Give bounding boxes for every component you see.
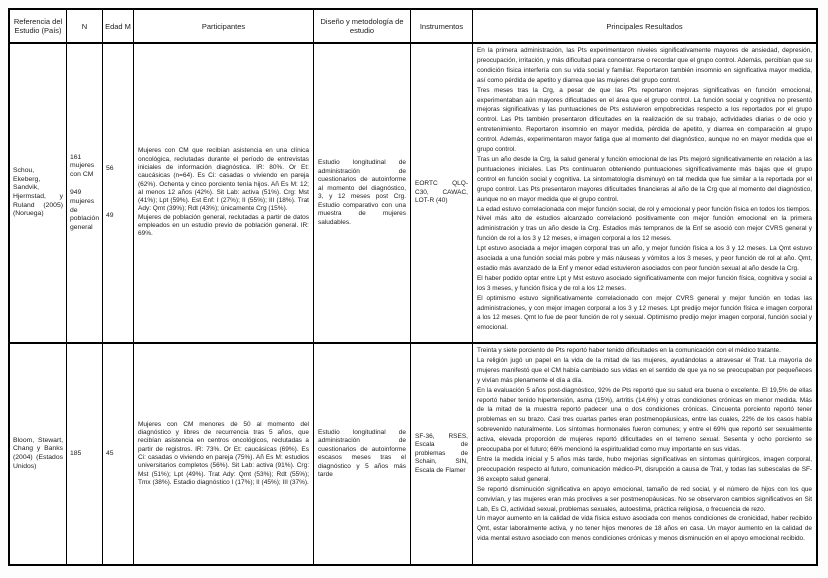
study2-design: Estudio longitudinal de administración de cuestionarios de autoinforme escasos meses tras el diagnóstico y 5 años más tarde [318, 428, 406, 478]
study1-participants-paragraph: Mujeres de población general, reclutadas a partir de datos empleados en un estudio previo de población general. IR: 69%. [138, 213, 309, 238]
study2-results-paragraph: Un mayor aumento en la calidad de vida física estuvo asociada con menos condiciones de cronicidad, haber recibido Qmt, estar laboralmente activa, y no tener hijos menores de 18 años en casa. Un mayor aumento en la calidad de vida mental estuvo asociado con menos condiciones crónicas y menos disminución en el apoyo emocional recibido. [477, 515, 812, 543]
study2-results-paragraph: En la evaluación 5 años post-diagnóstico, 92% de Pts reportó que su salud era buena o excelente. El 19,5% de ellas reportó haber tenido hipertensión, asma (15%), artritis (14.6%) y otras condiciones crónicas en menor medida. Más de la mitad de la muestra reportó padecer una o dos condiciones crónicas. Cincuenta porciento reportó tener problemas en su brazo. Casi tres cuartas partes eran postmenopáusicas, entre las cuales, 22% de los casos había sobrevenido naturalmente. Los síntomas hormonales fueron comunes; y entre el 69% que reportó ser sexualmente activa, elevada proporción de mujeres reportó dificultades en el terreno sexual. Sesenta y ocho porciento se preocupaba por el futuro; 66% mencionó la espiritualidad como muy importante en sus vidas. [477, 386, 812, 454]
study1-age-group-2: 49 [106, 212, 114, 219]
study2-age-group-1: 45 [106, 449, 114, 457]
study1-design: Estudio longitudinal de administración de cuestionarios de autoinforme al momento del diagnóstico, 3, y 12 meses post Crg. Estudio comparativo con una muestra de mujeres saludables. [318, 159, 406, 226]
study1-instruments-cell [411, 44, 473, 344]
study1-results-paragraph: La edad estuvo correlacionada con mejor función social, de rol y emocional y peor función física en todos los tiempos. [477, 205, 811, 213]
study2-n-group-1: 185 [70, 449, 82, 457]
study1-instruments: EORTC QLQ-C30, CAWAC, LOT-R (40) [415, 180, 468, 205]
study2-reference: Bloom, Stewart, Chang y Banks (2004) (Estados Unidos) [13, 436, 63, 470]
study1-results-paragraph: Tras un año desde la Crg, la salud general y función emocional de las Pts mejoró significativamente en relación a las puntuaciones iniciales. Las Pts continuaron obteniendo puntuaciones significativamente más bajas que el grupo control en función social y cognitiva. La sintomatología disminuyó en tal medida que fue similar a la reportada por el grupo control. Las Pts presentaron mayores dificultades financieras al año de la Crg que al momento del diagnóstico, aunque no en mayor medida que el grupo control. [477, 155, 812, 203]
study1-design-cell [314, 44, 411, 344]
study1-results-paragraph: El optimismo estuvo significativamente correlacionado con mejor CVRS general y mejor función en todas las administraciones, y con mejor imagen corporal a los 3 y 12 meses. Lpt predijo mejor función física e imagen corporal a los 12 meses. Qmt lo fue de peor función de rol y sexual. Optimismo predijo mejor imagen corporal, función social y emocional. [477, 294, 812, 332]
study2-participants-cell [134, 344, 314, 564]
study2-results-paragraph: Treinta y siete porciento de Pts reportó haber tenido dificultades en la comunicación con el médico tratante. [477, 347, 781, 354]
study1-age-group-1: 56 [106, 165, 114, 173]
study2-participants-paragraph: Mujeres con CM menores de 50 al momento del diagnóstico y libres de recurrencia tras 5 años, que recibían asistencia en centros oncológicos, reclutadas a partir de registros. IR: 73%. Or Et: caucásicas (69%). Es Ci: casadas o viviendo en pareja (75%). Añ Es M: estudios universitarios completos (56%). Sit Lab: activa (91%). Crg: Mst (51%); Lpt (49%). Trat Ady: Qmt (53%); Rdt (55%); Tmx (38%). Estadio diagnóstico I (17%); II (45%); III (37%). [138, 420, 309, 486]
study2-results-paragraph: Se reportó disminución significativa en apoyo emocional, tamaño de red social, y el número de hijos con los que convivían, y las mujeres eran más proclives a ser postmenopáusicas. No se observaron cambios significativos en Sit Lab, Es Ci, actividad sexual, problemas sexuales, autoestima, práctica religiosa, o frecuencia de rezo. [477, 485, 812, 513]
col-header-age: Edad M [103, 10, 134, 44]
study2-n-cell [67, 344, 103, 564]
col-header-reference: Referencia del Estudio (País) [10, 10, 67, 44]
study2-design-cell [314, 344, 411, 564]
study1-n-group-2: 949 mujeres de población general [70, 189, 100, 231]
study1-reference: Schou, Ekeberg, Sandvik, Hjermstad, y Ruland (2005) (Noruega) [13, 167, 63, 218]
col-header-instruments: Instrumentos [411, 10, 473, 44]
col-header-design: Diseño y metodología de estudio [314, 10, 411, 44]
study1-results-paragraph: En la primera administración, las Pts experimentaron niveles significativamente mayores de ansiedad, depresión, preocupación, irritación, y más dificultad para concentrarse o recordar que el grupo control. Además, percibían que su condición física interfería con su vida social y familiar. Reportaron también insomnio en significativa mayor medida, así como pérdida de apetito y diarrea que las mujeres del grupo control. [477, 47, 812, 84]
study2-results-paragraph: La religión jugó un papel en la vida de la mitad de las mujeres, ayudándolas a atravesar el Trat. La mayoría de mujeres manifestó que el CM había cambiado sus vidas en el sentido de que ya no se preocupaban por pequeñeces y vivían más plenamente el día a día. [477, 356, 812, 384]
study2-results-paragraph: Entre la medida inicial y 5 años más tarde, hubo mejorías significativas en síntomas quirúrgicos, imagen corporal, preocupación respecto al futuro, comunicación médico-Pt, disrupción a causa de Trat, y todas las subescalas de SF-36 excepto salud general. [477, 455, 812, 483]
col-header-n: N [67, 10, 103, 44]
study2-instruments: SF-36, RSES, Escala de problemas de Schain, SIN, Escala de Flamer [415, 432, 468, 474]
study1-reference-cell [10, 44, 67, 344]
study1-age-cell [103, 44, 134, 344]
studies-summary-table [8, 8, 818, 566]
study1-results-paragraph: Lpt estuvo asociada a mejor imagen corporal tras un año, y mejor función física a los 3 y 12 meses. La Qmt estuvo asociada a una función social más pobre y más náuseas y vómitos a los 3 meses, y peor función de rol al año. Qmt, estadio más avanzado de la Enf y menor edad estuvieron asociados con peor función sexual al año desde la Crg. [477, 245, 812, 272]
study1-results-paragraph: Nivel más alto de estudios alcanzado correlacionó positivamente con mejor función emocional en la primera administración y tras un año desde la Crg. Estadios más tempranos de la Enf se asoció con mejor CVRS general y función de rol a los 3 y 12 meses, e imagen corporal a los 12 meses. [477, 215, 812, 243]
study1-n-cell [67, 44, 103, 344]
col-header-participants: Participantes [134, 10, 314, 44]
study1-participants-cell [134, 44, 314, 344]
study1-n-group-1: 161 mujeres con CM [70, 153, 95, 178]
col-header-results: Principales Resultados [473, 10, 816, 44]
study2-reference-cell [10, 344, 67, 564]
study2-results-cell [473, 344, 816, 564]
study2-age-cell [103, 344, 134, 564]
study1-results-cell [473, 44, 816, 344]
study1-results-paragraph: El haber podido optar entre Lpt y Mst estuvo asociado significativamente con mejor función física, cognitiva y social a los 3 meses, y función física y de rol a los 12 meses. [477, 274, 812, 292]
study1-results-paragraph: Tres meses tras la Crg, a pesar de que las Pts reportaron mejoras significativas en función emocional, experimentaban aún mayores dificultades en el área que el grupo control. La función social y cognitiva no presentó mejoras significativas y las puntuaciones de Pts estuvieron empobrecidas respecto a los reportados por el grupo control. Las Pts también presentaron dificultades en la realización de su trabajo, actividades diarias o de ocio y entretenimiento. Reportaron insomnio en mayor medida, pérdida de apetito, y diarrea en comparación al grupo control. Además, experimentaron mayor fatiga que al momento del diagnóstico, aunque no en mayor medida que el grupo control. [477, 86, 812, 154]
study2-instruments-cell [411, 344, 473, 564]
study1-participants-paragraph: Mujeres con CM que recibían asistencia en una clínica oncológica, reclutadas durante el período de entrevistas iniciales de información diagnóstica. IR: 80%. Or Et: caucásicas (n=64). Es Ci: casadas o viviendo en pareja (62%). Ochenta y cinco porciento tenía hijos. Añ Es M: 12; al menos 12 años (42%). Sit Lab: activa (51%). Crg: Mst (41%); Lpt (59%). Est Enf: I (27%); II (55%); III (18%). Trat Ady: Qmt (39%); Rdt (43%); únicamente Crg (15%). [138, 147, 309, 213]
